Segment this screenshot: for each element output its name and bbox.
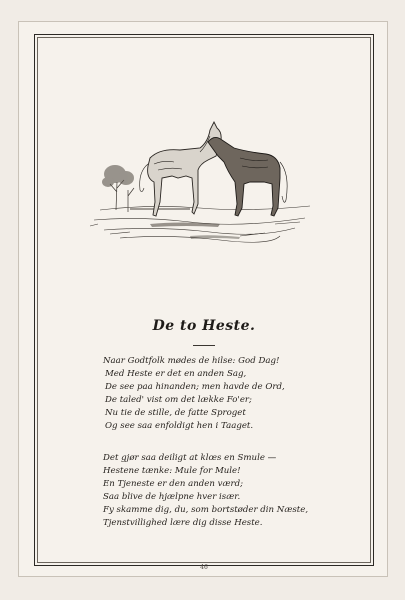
poem-line: Naar Godtfolk mødes de hilse: God Dag! (103, 356, 280, 366)
title-divider (193, 345, 215, 346)
poem-line: Og see saa enfoldigt hen i Taaget. (105, 421, 254, 431)
poem-line: Med Heste er det en anden Sag, (105, 369, 247, 379)
poem-line: Hestene tænke: Mule for Mule! (103, 466, 241, 476)
poem-line: De taled' vist om det lække Fo'er; (105, 395, 252, 405)
page-number: 46 (200, 564, 208, 571)
poem-stanza-1 (103, 355, 353, 433)
poem-stanza-2 (103, 452, 353, 530)
poem-line: Nu tie de stille, de fatte Sproget (105, 408, 246, 418)
poem-line: En Tjeneste er den anden værd; (103, 479, 244, 489)
poem-line: De see paa hinanden; men havde de Ord, (105, 382, 285, 392)
poem-title: De to Heste. (152, 318, 256, 334)
poem-line: Fy skamme dig, du, som bortstøder din Næste, (103, 505, 309, 515)
two-horses-illustration (90, 112, 315, 252)
poem-line: Saa blive de hjælpne hver især. (103, 492, 241, 502)
poem-line: Tjenstvillighed lære dig disse Heste. (103, 518, 263, 528)
poem-line: Det gjør saa deiligt at klœs en Smule — (103, 453, 277, 463)
